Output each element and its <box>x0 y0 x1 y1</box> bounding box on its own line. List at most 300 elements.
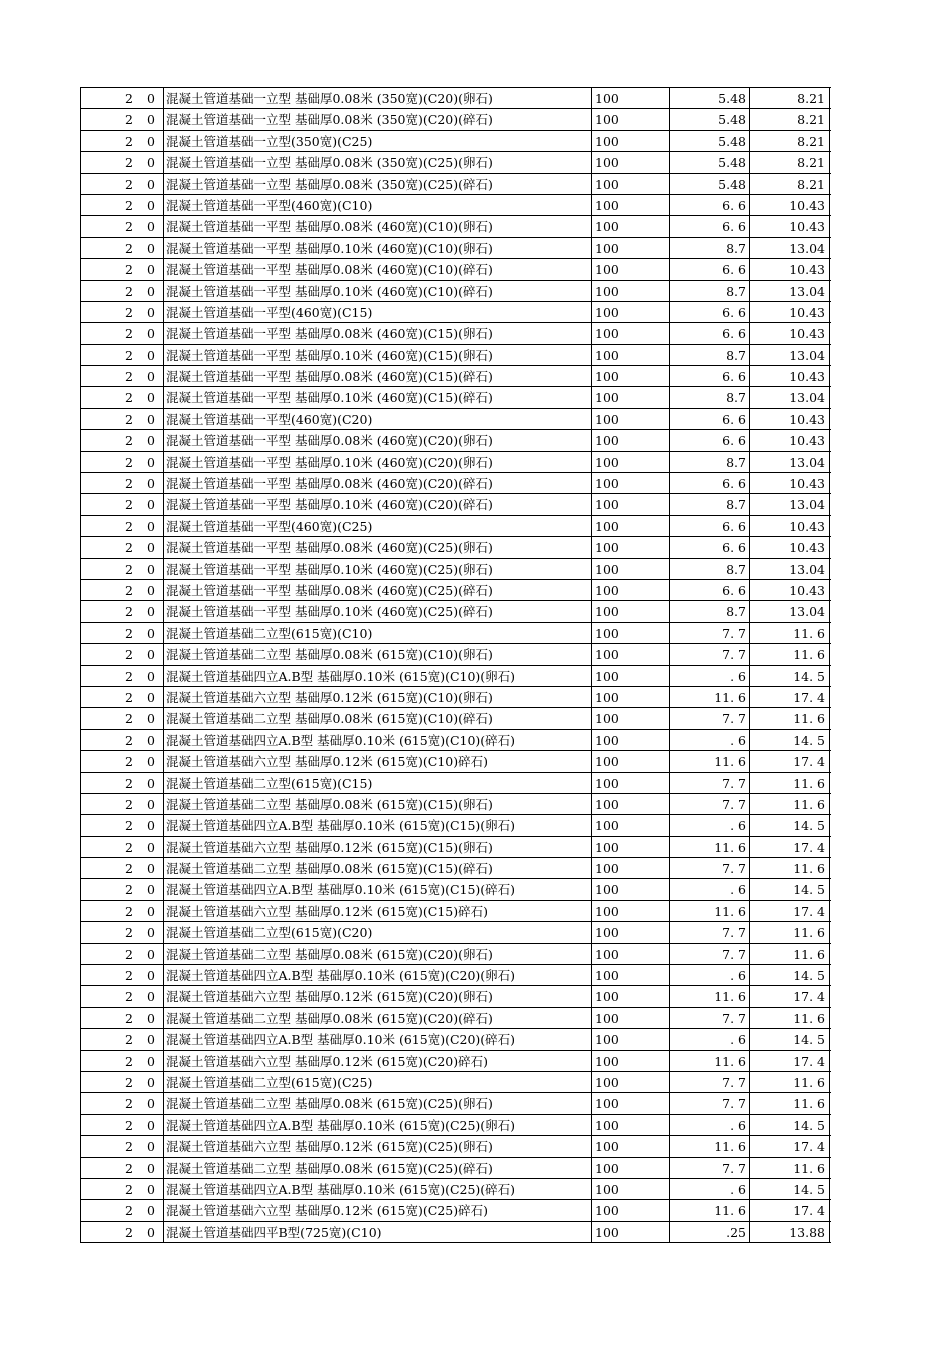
col-b-cell[interactable]: 0 <box>147 283 155 299</box>
col-a-cell[interactable]: 2 <box>125 240 133 256</box>
description-cell[interactable]: 混凝土管道基础六立型 基础厚0.12米 (615宽)(C10)(卵石) <box>163 687 594 707</box>
value-2-cell[interactable]: 14. 5 <box>749 965 827 985</box>
value-1-cell[interactable]: 6. 6 <box>669 473 749 493</box>
unit-cell[interactable]: 100 <box>591 452 673 472</box>
unit-cell[interactable]: 100 <box>591 644 673 664</box>
value-2-cell[interactable]: 8.21 <box>749 88 827 108</box>
unit-cell[interactable]: 100 <box>591 601 673 621</box>
description-cell[interactable]: 混凝土管道基础一立型 基础厚0.08米 (350宽)(C25)(卵石) <box>163 152 594 172</box>
col-b-cell[interactable]: 0 <box>147 219 155 235</box>
col-a-cell[interactable]: 2 <box>125 861 133 877</box>
value-2-cell[interactable]: 14. 5 <box>749 879 827 899</box>
value-1-cell[interactable]: 8.7 <box>669 281 749 301</box>
value-2-cell[interactable]: 11. 6 <box>749 794 827 814</box>
col-a-cell[interactable]: 2 <box>125 689 133 705</box>
value-2-cell[interactable]: 13.04 <box>749 601 827 621</box>
col-b-cell[interactable]: 0 <box>147 711 155 727</box>
value-1-cell[interactable]: .25 <box>669 1222 749 1242</box>
unit-cell[interactable]: 100 <box>591 366 673 386</box>
value-1-cell[interactable]: 7. 7 <box>669 794 749 814</box>
value-1-cell[interactable]: 6. 6 <box>669 195 749 215</box>
col-b-cell[interactable]: 0 <box>147 1224 155 1240</box>
col-b-cell[interactable]: 0 <box>147 732 155 748</box>
unit-cell[interactable]: 100 <box>591 1179 673 1199</box>
value-2-cell[interactable]: 17. 4 <box>749 1200 827 1220</box>
value-2-cell[interactable]: 11. 6 <box>749 708 827 728</box>
col-b-cell[interactable]: 0 <box>147 668 155 684</box>
value-1-cell[interactable]: 7. 7 <box>669 1093 749 1113</box>
value-1-cell[interactable]: 7. 7 <box>669 623 749 643</box>
col-a-cell[interactable]: 2 <box>125 668 133 684</box>
col-a-cell[interactable]: 2 <box>125 497 133 513</box>
value-1-cell[interactable]: 8.7 <box>669 238 749 258</box>
value-2-cell[interactable]: 14. 5 <box>749 1115 827 1135</box>
col-b-cell[interactable]: 0 <box>147 1139 155 1155</box>
value-2-cell[interactable]: 8.21 <box>749 131 827 151</box>
value-1-cell[interactable]: 6. 6 <box>669 580 749 600</box>
unit-cell[interactable]: 100 <box>591 1222 673 1242</box>
unit-cell[interactable]: 100 <box>591 1072 673 1092</box>
col-a-cell[interactable]: 2 <box>125 283 133 299</box>
col-a-cell[interactable]: 2 <box>125 1224 133 1240</box>
description-cell[interactable]: 混凝土管道基础一立型 基础厚0.08米 (350宽)(C20)(卵石) <box>163 88 594 108</box>
col-b-cell[interactable]: 0 <box>147 540 155 556</box>
value-1-cell[interactable]: 6. 6 <box>669 430 749 450</box>
value-2-cell[interactable]: 11. 6 <box>749 858 827 878</box>
col-a-cell[interactable]: 2 <box>125 219 133 235</box>
description-cell[interactable]: 混凝土管道基础二立型 基础厚0.08米 (615宽)(C20)(卵石) <box>163 944 594 964</box>
unit-cell[interactable]: 100 <box>591 1136 673 1156</box>
description-cell[interactable]: 混凝土管道基础一平型 基础厚0.10米 (460宽)(C20)(卵石) <box>163 452 594 472</box>
value-2-cell[interactable]: 11. 6 <box>749 1072 827 1092</box>
value-2-cell[interactable]: 11. 6 <box>749 922 827 942</box>
col-b-cell[interactable]: 0 <box>147 968 155 984</box>
description-cell[interactable]: 混凝土管道基础二立型(615宽)(C15) <box>163 773 594 793</box>
unit-cell[interactable]: 100 <box>591 238 673 258</box>
col-a-cell[interactable]: 2 <box>125 133 133 149</box>
unit-cell[interactable]: 100 <box>591 195 673 215</box>
value-2-cell[interactable]: 11. 6 <box>749 1158 827 1178</box>
col-b-cell[interactable]: 0 <box>147 839 155 855</box>
value-2-cell[interactable]: 10.43 <box>749 516 827 536</box>
unit-cell[interactable]: 100 <box>591 152 673 172</box>
value-2-cell[interactable]: 13.04 <box>749 387 827 407</box>
col-b-cell[interactable]: 0 <box>147 155 155 171</box>
col-b-cell[interactable]: 0 <box>147 903 155 919</box>
value-2-cell[interactable]: 10.43 <box>749 409 827 429</box>
value-2-cell[interactable]: 17. 4 <box>749 1051 827 1071</box>
col-a-cell[interactable]: 2 <box>125 946 133 962</box>
value-1-cell[interactable]: 8.7 <box>669 494 749 514</box>
col-b-cell[interactable]: 0 <box>147 604 155 620</box>
col-b-cell[interactable]: 0 <box>147 347 155 363</box>
description-cell[interactable]: 混凝土管道基础二立型 基础厚0.08米 (615宽)(C10)(卵石) <box>163 644 594 664</box>
value-2-cell[interactable]: 17. 4 <box>749 837 827 857</box>
unit-cell[interactable]: 100 <box>591 259 673 279</box>
unit-cell[interactable]: 100 <box>591 837 673 857</box>
col-b-cell[interactable]: 0 <box>147 369 155 385</box>
col-a-cell[interactable]: 2 <box>125 647 133 663</box>
col-a-cell[interactable]: 2 <box>125 754 133 770</box>
col-b-cell[interactable]: 0 <box>147 518 155 534</box>
value-1-cell[interactable]: 8.7 <box>669 559 749 579</box>
col-a-cell[interactable]: 2 <box>125 1117 133 1133</box>
value-1-cell[interactable]: 8.7 <box>669 387 749 407</box>
col-b-cell[interactable]: 0 <box>147 1203 155 1219</box>
description-cell[interactable]: 混凝土管道基础四立A.B型 基础厚0.10米 (615宽)(C10)(卵石) <box>163 666 594 686</box>
col-b-cell[interactable]: 0 <box>147 1032 155 1048</box>
col-a-cell[interactable]: 2 <box>125 411 133 427</box>
description-cell[interactable]: 混凝土管道基础一平型 基础厚0.08米 (460宽)(C25)(卵石) <box>163 537 594 557</box>
unit-cell[interactable]: 100 <box>591 879 673 899</box>
value-2-cell[interactable]: 14. 5 <box>749 666 827 686</box>
value-2-cell[interactable]: 13.04 <box>749 238 827 258</box>
unit-cell[interactable]: 100 <box>591 174 673 194</box>
value-2-cell[interactable]: 10.43 <box>749 430 827 450</box>
col-a-cell[interactable]: 2 <box>125 197 133 213</box>
value-2-cell[interactable]: 11. 6 <box>749 1008 827 1028</box>
col-a-cell[interactable]: 2 <box>125 1010 133 1026</box>
col-a-cell[interactable]: 2 <box>125 1203 133 1219</box>
value-1-cell[interactable]: 7. 7 <box>669 1008 749 1028</box>
unit-cell[interactable]: 100 <box>591 473 673 493</box>
value-1-cell[interactable]: 11. 6 <box>669 1051 749 1071</box>
value-2-cell[interactable]: 13.04 <box>749 281 827 301</box>
col-b-cell[interactable]: 0 <box>147 133 155 149</box>
col-a-cell[interactable]: 2 <box>125 604 133 620</box>
col-b-cell[interactable]: 0 <box>147 754 155 770</box>
description-cell[interactable]: 混凝土管道基础一平型 基础厚0.08米 (460宽)(C10)(卵石) <box>163 216 594 236</box>
col-b-cell[interactable]: 0 <box>147 454 155 470</box>
unit-cell[interactable]: 100 <box>591 1158 673 1178</box>
col-a-cell[interactable]: 2 <box>125 433 133 449</box>
value-2-cell[interactable]: 11. 6 <box>749 623 827 643</box>
value-2-cell[interactable]: 13.04 <box>749 494 827 514</box>
description-cell[interactable]: 混凝土管道基础四立A.B型 基础厚0.10米 (615宽)(C15)(碎石) <box>163 879 594 899</box>
unit-cell[interactable]: 100 <box>591 922 673 942</box>
value-1-cell[interactable]: 11. 6 <box>669 687 749 707</box>
value-1-cell[interactable]: 7. 7 <box>669 922 749 942</box>
description-cell[interactable]: 混凝土管道基础一平型 基础厚0.10米 (460宽)(C15)(碎石) <box>163 387 594 407</box>
value-1-cell[interactable]: 6. 6 <box>669 409 749 429</box>
col-b-cell[interactable]: 0 <box>147 946 155 962</box>
col-b-cell[interactable]: 0 <box>147 1074 155 1090</box>
value-2-cell[interactable]: 14. 5 <box>749 1179 827 1199</box>
unit-cell[interactable]: 100 <box>591 131 673 151</box>
value-1-cell[interactable]: 6. 6 <box>669 259 749 279</box>
unit-cell[interactable]: 100 <box>591 1008 673 1028</box>
value-2-cell[interactable]: 8.21 <box>749 152 827 172</box>
col-a-cell[interactable]: 2 <box>125 882 133 898</box>
value-2-cell[interactable]: 10.43 <box>749 323 827 343</box>
col-b-cell[interactable]: 0 <box>147 497 155 513</box>
col-a-cell[interactable]: 2 <box>125 540 133 556</box>
unit-cell[interactable]: 100 <box>591 666 673 686</box>
value-1-cell[interactable]: 7. 7 <box>669 644 749 664</box>
col-a-cell[interactable]: 2 <box>125 390 133 406</box>
col-b-cell[interactable]: 0 <box>147 1160 155 1176</box>
value-1-cell[interactable]: 6. 6 <box>669 537 749 557</box>
col-b-cell[interactable]: 0 <box>147 1010 155 1026</box>
value-1-cell[interactable]: 8.7 <box>669 452 749 472</box>
unit-cell[interactable]: 100 <box>591 216 673 236</box>
unit-cell[interactable]: 100 <box>591 901 673 921</box>
value-1-cell[interactable]: 11. 6 <box>669 837 749 857</box>
unit-cell[interactable]: 100 <box>591 302 673 322</box>
value-1-cell[interactable]: 7. 7 <box>669 1158 749 1178</box>
description-cell[interactable]: 混凝土管道基础一平型 基础厚0.08米 (460宽)(C15)(卵石) <box>163 323 594 343</box>
value-1-cell[interactable]: 6. 6 <box>669 302 749 322</box>
value-1-cell[interactable]: . 6 <box>669 815 749 835</box>
col-a-cell[interactable]: 2 <box>125 369 133 385</box>
unit-cell[interactable]: 100 <box>591 1051 673 1071</box>
value-1-cell[interactable]: 8.7 <box>669 601 749 621</box>
value-2-cell[interactable]: 11. 6 <box>749 944 827 964</box>
col-a-cell[interactable]: 2 <box>125 176 133 192</box>
col-a-cell[interactable]: 2 <box>125 326 133 342</box>
value-1-cell[interactable]: 5.48 <box>669 88 749 108</box>
description-cell[interactable]: 混凝土管道基础一平型(460宽)(C20) <box>163 409 594 429</box>
value-2-cell[interactable]: 11. 6 <box>749 773 827 793</box>
unit-cell[interactable]: 100 <box>591 815 673 835</box>
col-a-cell[interactable]: 2 <box>125 1096 133 1112</box>
value-1-cell[interactable]: 7. 7 <box>669 773 749 793</box>
col-a-cell[interactable]: 2 <box>125 775 133 791</box>
col-b-cell[interactable]: 0 <box>147 561 155 577</box>
value-2-cell[interactable]: 13.88 <box>749 1222 827 1242</box>
col-b-cell[interactable]: 0 <box>147 1053 155 1069</box>
unit-cell[interactable]: 100 <box>591 281 673 301</box>
description-cell[interactable]: 混凝土管道基础四立A.B型 基础厚0.10米 (615宽)(C25)(碎石) <box>163 1179 594 1199</box>
value-1-cell[interactable]: . 6 <box>669 730 749 750</box>
description-cell[interactable]: 混凝土管道基础四立A.B型 基础厚0.10米 (615宽)(C25)(卵石) <box>163 1115 594 1135</box>
description-cell[interactable]: 混凝土管道基础二立型 基础厚0.08米 (615宽)(C15)(卵石) <box>163 794 594 814</box>
description-cell[interactable]: 混凝土管道基础四立A.B型 基础厚0.10米 (615宽)(C20)(碎石) <box>163 1029 594 1049</box>
unit-cell[interactable]: 100 <box>591 409 673 429</box>
description-cell[interactable]: 混凝土管道基础一平型 基础厚0.10米 (460宽)(C10)(卵石) <box>163 238 594 258</box>
unit-cell[interactable]: 100 <box>591 794 673 814</box>
col-a-cell[interactable]: 2 <box>125 561 133 577</box>
description-cell[interactable]: 混凝土管道基础一平型 基础厚0.10米 (460宽)(C20)(碎石) <box>163 494 594 514</box>
value-1-cell[interactable]: 5.48 <box>669 131 749 151</box>
description-cell[interactable]: 混凝土管道基础一平型 基础厚0.10米 (460宽)(C25)(碎石) <box>163 601 594 621</box>
value-1-cell[interactable]: 6. 6 <box>669 366 749 386</box>
description-cell[interactable]: 混凝土管道基础二立型 基础厚0.08米 (615宽)(C20)(碎石) <box>163 1008 594 1028</box>
value-1-cell[interactable]: . 6 <box>669 1115 749 1135</box>
value-1-cell[interactable]: 11. 6 <box>669 986 749 1006</box>
unit-cell[interactable]: 100 <box>591 580 673 600</box>
value-2-cell[interactable]: 10.43 <box>749 216 827 236</box>
description-cell[interactable]: 混凝土管道基础一平型 基础厚0.08米 (460宽)(C15)(碎石) <box>163 366 594 386</box>
value-2-cell[interactable]: 10.43 <box>749 473 827 493</box>
description-cell[interactable]: 混凝土管道基础一平型 基础厚0.08米 (460宽)(C10)(碎石) <box>163 259 594 279</box>
value-2-cell[interactable]: 8.21 <box>749 174 827 194</box>
value-1-cell[interactable]: . 6 <box>669 965 749 985</box>
col-a-cell[interactable]: 2 <box>125 1181 133 1197</box>
value-2-cell[interactable]: 11. 6 <box>749 1093 827 1113</box>
value-1-cell[interactable]: 7. 7 <box>669 858 749 878</box>
value-1-cell[interactable]: 11. 6 <box>669 751 749 771</box>
value-1-cell[interactable]: 11. 6 <box>669 901 749 921</box>
col-a-cell[interactable]: 2 <box>125 582 133 598</box>
col-a-cell[interactable]: 2 <box>125 989 133 1005</box>
col-b-cell[interactable]: 0 <box>147 1117 155 1133</box>
col-a-cell[interactable]: 2 <box>125 925 133 941</box>
col-b-cell[interactable]: 0 <box>147 989 155 1005</box>
unit-cell[interactable]: 100 <box>591 965 673 985</box>
value-2-cell[interactable]: 14. 5 <box>749 730 827 750</box>
unit-cell[interactable]: 100 <box>591 88 673 108</box>
description-cell[interactable]: 混凝土管道基础一平型 基础厚0.08米 (460宽)(C25)(碎石) <box>163 580 594 600</box>
col-b-cell[interactable]: 0 <box>147 304 155 320</box>
value-2-cell[interactable]: 13.04 <box>749 345 827 365</box>
value-2-cell[interactable]: 13.04 <box>749 559 827 579</box>
unit-cell[interactable]: 100 <box>591 323 673 343</box>
description-cell[interactable]: 混凝土管道基础二立型(615宽)(C10) <box>163 623 594 643</box>
value-2-cell[interactable]: 17. 4 <box>749 751 827 771</box>
value-2-cell[interactable]: 14. 5 <box>749 1029 827 1049</box>
col-b-cell[interactable]: 0 <box>147 91 155 106</box>
unit-cell[interactable]: 100 <box>591 387 673 407</box>
col-a-cell[interactable]: 2 <box>125 1139 133 1155</box>
value-2-cell[interactable]: 10.43 <box>749 537 827 557</box>
value-2-cell[interactable]: 13.04 <box>749 452 827 472</box>
description-cell[interactable]: 混凝土管道基础一立型(350宽)(C25) <box>163 131 594 151</box>
description-cell[interactable]: 混凝土管道基础六立型 基础厚0.12米 (615宽)(C15)碎石) <box>163 901 594 921</box>
value-1-cell[interactable]: 7. 7 <box>669 944 749 964</box>
value-2-cell[interactable]: 14. 5 <box>749 815 827 835</box>
unit-cell[interactable]: 100 <box>591 944 673 964</box>
description-cell[interactable]: 混凝土管道基础二立型 基础厚0.08米 (615宽)(C25)(卵石) <box>163 1093 594 1113</box>
col-a-cell[interactable]: 2 <box>125 1032 133 1048</box>
col-b-cell[interactable]: 0 <box>147 476 155 492</box>
description-cell[interactable]: 混凝土管道基础一立型 基础厚0.08米 (350宽)(C20)(碎石) <box>163 109 594 129</box>
description-cell[interactable]: 混凝土管道基础六立型 基础厚0.12米 (615宽)(C20)(卵石) <box>163 986 594 1006</box>
unit-cell[interactable]: 100 <box>591 345 673 365</box>
unit-cell[interactable]: 100 <box>591 559 673 579</box>
col-b-cell[interactable]: 0 <box>147 689 155 705</box>
col-a-cell[interactable]: 2 <box>125 903 133 919</box>
description-cell[interactable]: 混凝土管道基础六立型 基础厚0.12米 (615宽)(C20)碎石) <box>163 1051 594 1071</box>
col-a-cell[interactable]: 2 <box>125 454 133 470</box>
unit-cell[interactable]: 100 <box>591 687 673 707</box>
value-2-cell[interactable]: 11. 6 <box>749 644 827 664</box>
description-cell[interactable]: 混凝土管道基础四立A.B型 基础厚0.10米 (615宽)(C10)(碎石) <box>163 730 594 750</box>
col-b-cell[interactable]: 0 <box>147 1096 155 1112</box>
description-cell[interactable]: 混凝土管道基础一平型(460宽)(C15) <box>163 302 594 322</box>
unit-cell[interactable]: 100 <box>591 623 673 643</box>
col-b-cell[interactable]: 0 <box>147 1181 155 1197</box>
unit-cell[interactable]: 100 <box>591 1200 673 1220</box>
unit-cell[interactable]: 100 <box>591 986 673 1006</box>
unit-cell[interactable]: 100 <box>591 730 673 750</box>
unit-cell[interactable]: 100 <box>591 494 673 514</box>
unit-cell[interactable]: 100 <box>591 1093 673 1113</box>
unit-cell[interactable]: 100 <box>591 1115 673 1135</box>
unit-cell[interactable]: 100 <box>591 773 673 793</box>
col-b-cell[interactable]: 0 <box>147 582 155 598</box>
col-b-cell[interactable]: 0 <box>147 262 155 278</box>
col-b-cell[interactable]: 0 <box>147 882 155 898</box>
col-b-cell[interactable]: 0 <box>147 775 155 791</box>
col-b-cell[interactable]: 0 <box>147 326 155 342</box>
col-b-cell[interactable]: 0 <box>147 197 155 213</box>
value-2-cell[interactable]: 10.43 <box>749 195 827 215</box>
col-a-cell[interactable]: 2 <box>125 155 133 171</box>
unit-cell[interactable]: 100 <box>591 858 673 878</box>
description-cell[interactable]: 混凝土管道基础六立型 基础厚0.12米 (615宽)(C25)(卵石) <box>163 1136 594 1156</box>
value-2-cell[interactable]: 17. 4 <box>749 901 827 921</box>
value-1-cell[interactable]: . 6 <box>669 666 749 686</box>
description-cell[interactable]: 混凝土管道基础一平型 基础厚0.10米 (460宽)(C15)(卵石) <box>163 345 594 365</box>
value-1-cell[interactable]: 7. 7 <box>669 1072 749 1092</box>
col-a-cell[interactable]: 2 <box>125 625 133 641</box>
col-a-cell[interactable]: 2 <box>125 262 133 278</box>
col-a-cell[interactable]: 2 <box>125 91 133 106</box>
col-b-cell[interactable]: 0 <box>147 861 155 877</box>
col-b-cell[interactable]: 0 <box>147 647 155 663</box>
value-1-cell[interactable]: 6. 6 <box>669 323 749 343</box>
col-b-cell[interactable]: 0 <box>147 433 155 449</box>
description-cell[interactable]: 混凝土管道基础二立型(615宽)(C25) <box>163 1072 594 1092</box>
value-2-cell[interactable]: 8.21 <box>749 109 827 129</box>
description-cell[interactable]: 混凝土管道基础四平B型(725宽)(C10) <box>163 1222 594 1242</box>
unit-cell[interactable]: 100 <box>591 708 673 728</box>
col-b-cell[interactable]: 0 <box>147 411 155 427</box>
col-a-cell[interactable]: 2 <box>125 796 133 812</box>
description-cell[interactable]: 混凝土管道基础二立型 基础厚0.08米 (615宽)(C10)(碎石) <box>163 708 594 728</box>
col-a-cell[interactable]: 2 <box>125 304 133 320</box>
description-cell[interactable]: 混凝土管道基础二立型(615宽)(C20) <box>163 922 594 942</box>
description-cell[interactable]: 混凝土管道基础一平型(460宽)(C10) <box>163 195 594 215</box>
value-2-cell[interactable]: 10.43 <box>749 259 827 279</box>
value-1-cell[interactable]: 11. 6 <box>669 1200 749 1220</box>
unit-cell[interactable]: 100 <box>591 516 673 536</box>
col-a-cell[interactable]: 2 <box>125 968 133 984</box>
value-1-cell[interactable]: 5.48 <box>669 109 749 129</box>
col-b-cell[interactable]: 0 <box>147 390 155 406</box>
description-cell[interactable]: 混凝土管道基础四立A.B型 基础厚0.10米 (615宽)(C15)(卵石) <box>163 815 594 835</box>
value-2-cell[interactable]: 10.43 <box>749 302 827 322</box>
value-2-cell[interactable]: 17. 4 <box>749 687 827 707</box>
value-1-cell[interactable]: . 6 <box>669 1179 749 1199</box>
col-a-cell[interactable]: 2 <box>125 818 133 834</box>
value-1-cell[interactable]: 5.48 <box>669 174 749 194</box>
description-cell[interactable]: 混凝土管道基础四立A.B型 基础厚0.10米 (615宽)(C20)(卵石) <box>163 965 594 985</box>
unit-cell[interactable]: 100 <box>591 109 673 129</box>
description-cell[interactable]: 混凝土管道基础二立型 基础厚0.08米 (615宽)(C25)(碎石) <box>163 1158 594 1178</box>
col-a-cell[interactable]: 2 <box>125 1160 133 1176</box>
value-1-cell[interactable]: 11. 6 <box>669 1136 749 1156</box>
col-a-cell[interactable]: 2 <box>125 732 133 748</box>
description-cell[interactable]: 混凝土管道基础一立型 基础厚0.08米 (350宽)(C25)(碎石) <box>163 174 594 194</box>
col-b-cell[interactable]: 0 <box>147 925 155 941</box>
col-a-cell[interactable]: 2 <box>125 1074 133 1090</box>
col-a-cell[interactable]: 2 <box>125 839 133 855</box>
col-b-cell[interactable]: 0 <box>147 240 155 256</box>
unit-cell[interactable]: 100 <box>591 537 673 557</box>
value-1-cell[interactable]: 6. 6 <box>669 516 749 536</box>
description-cell[interactable]: 混凝土管道基础六立型 基础厚0.12米 (615宽)(C25)碎石) <box>163 1200 594 1220</box>
value-1-cell[interactable]: 6. 6 <box>669 216 749 236</box>
col-b-cell[interactable]: 0 <box>147 796 155 812</box>
col-a-cell[interactable]: 2 <box>125 476 133 492</box>
value-2-cell[interactable]: 10.43 <box>749 580 827 600</box>
value-2-cell[interactable]: 17. 4 <box>749 986 827 1006</box>
col-a-cell[interactable]: 2 <box>125 112 133 128</box>
description-cell[interactable]: 混凝土管道基础一平型 基础厚0.10米 (460宽)(C25)(卵石) <box>163 559 594 579</box>
unit-cell[interactable]: 100 <box>591 430 673 450</box>
